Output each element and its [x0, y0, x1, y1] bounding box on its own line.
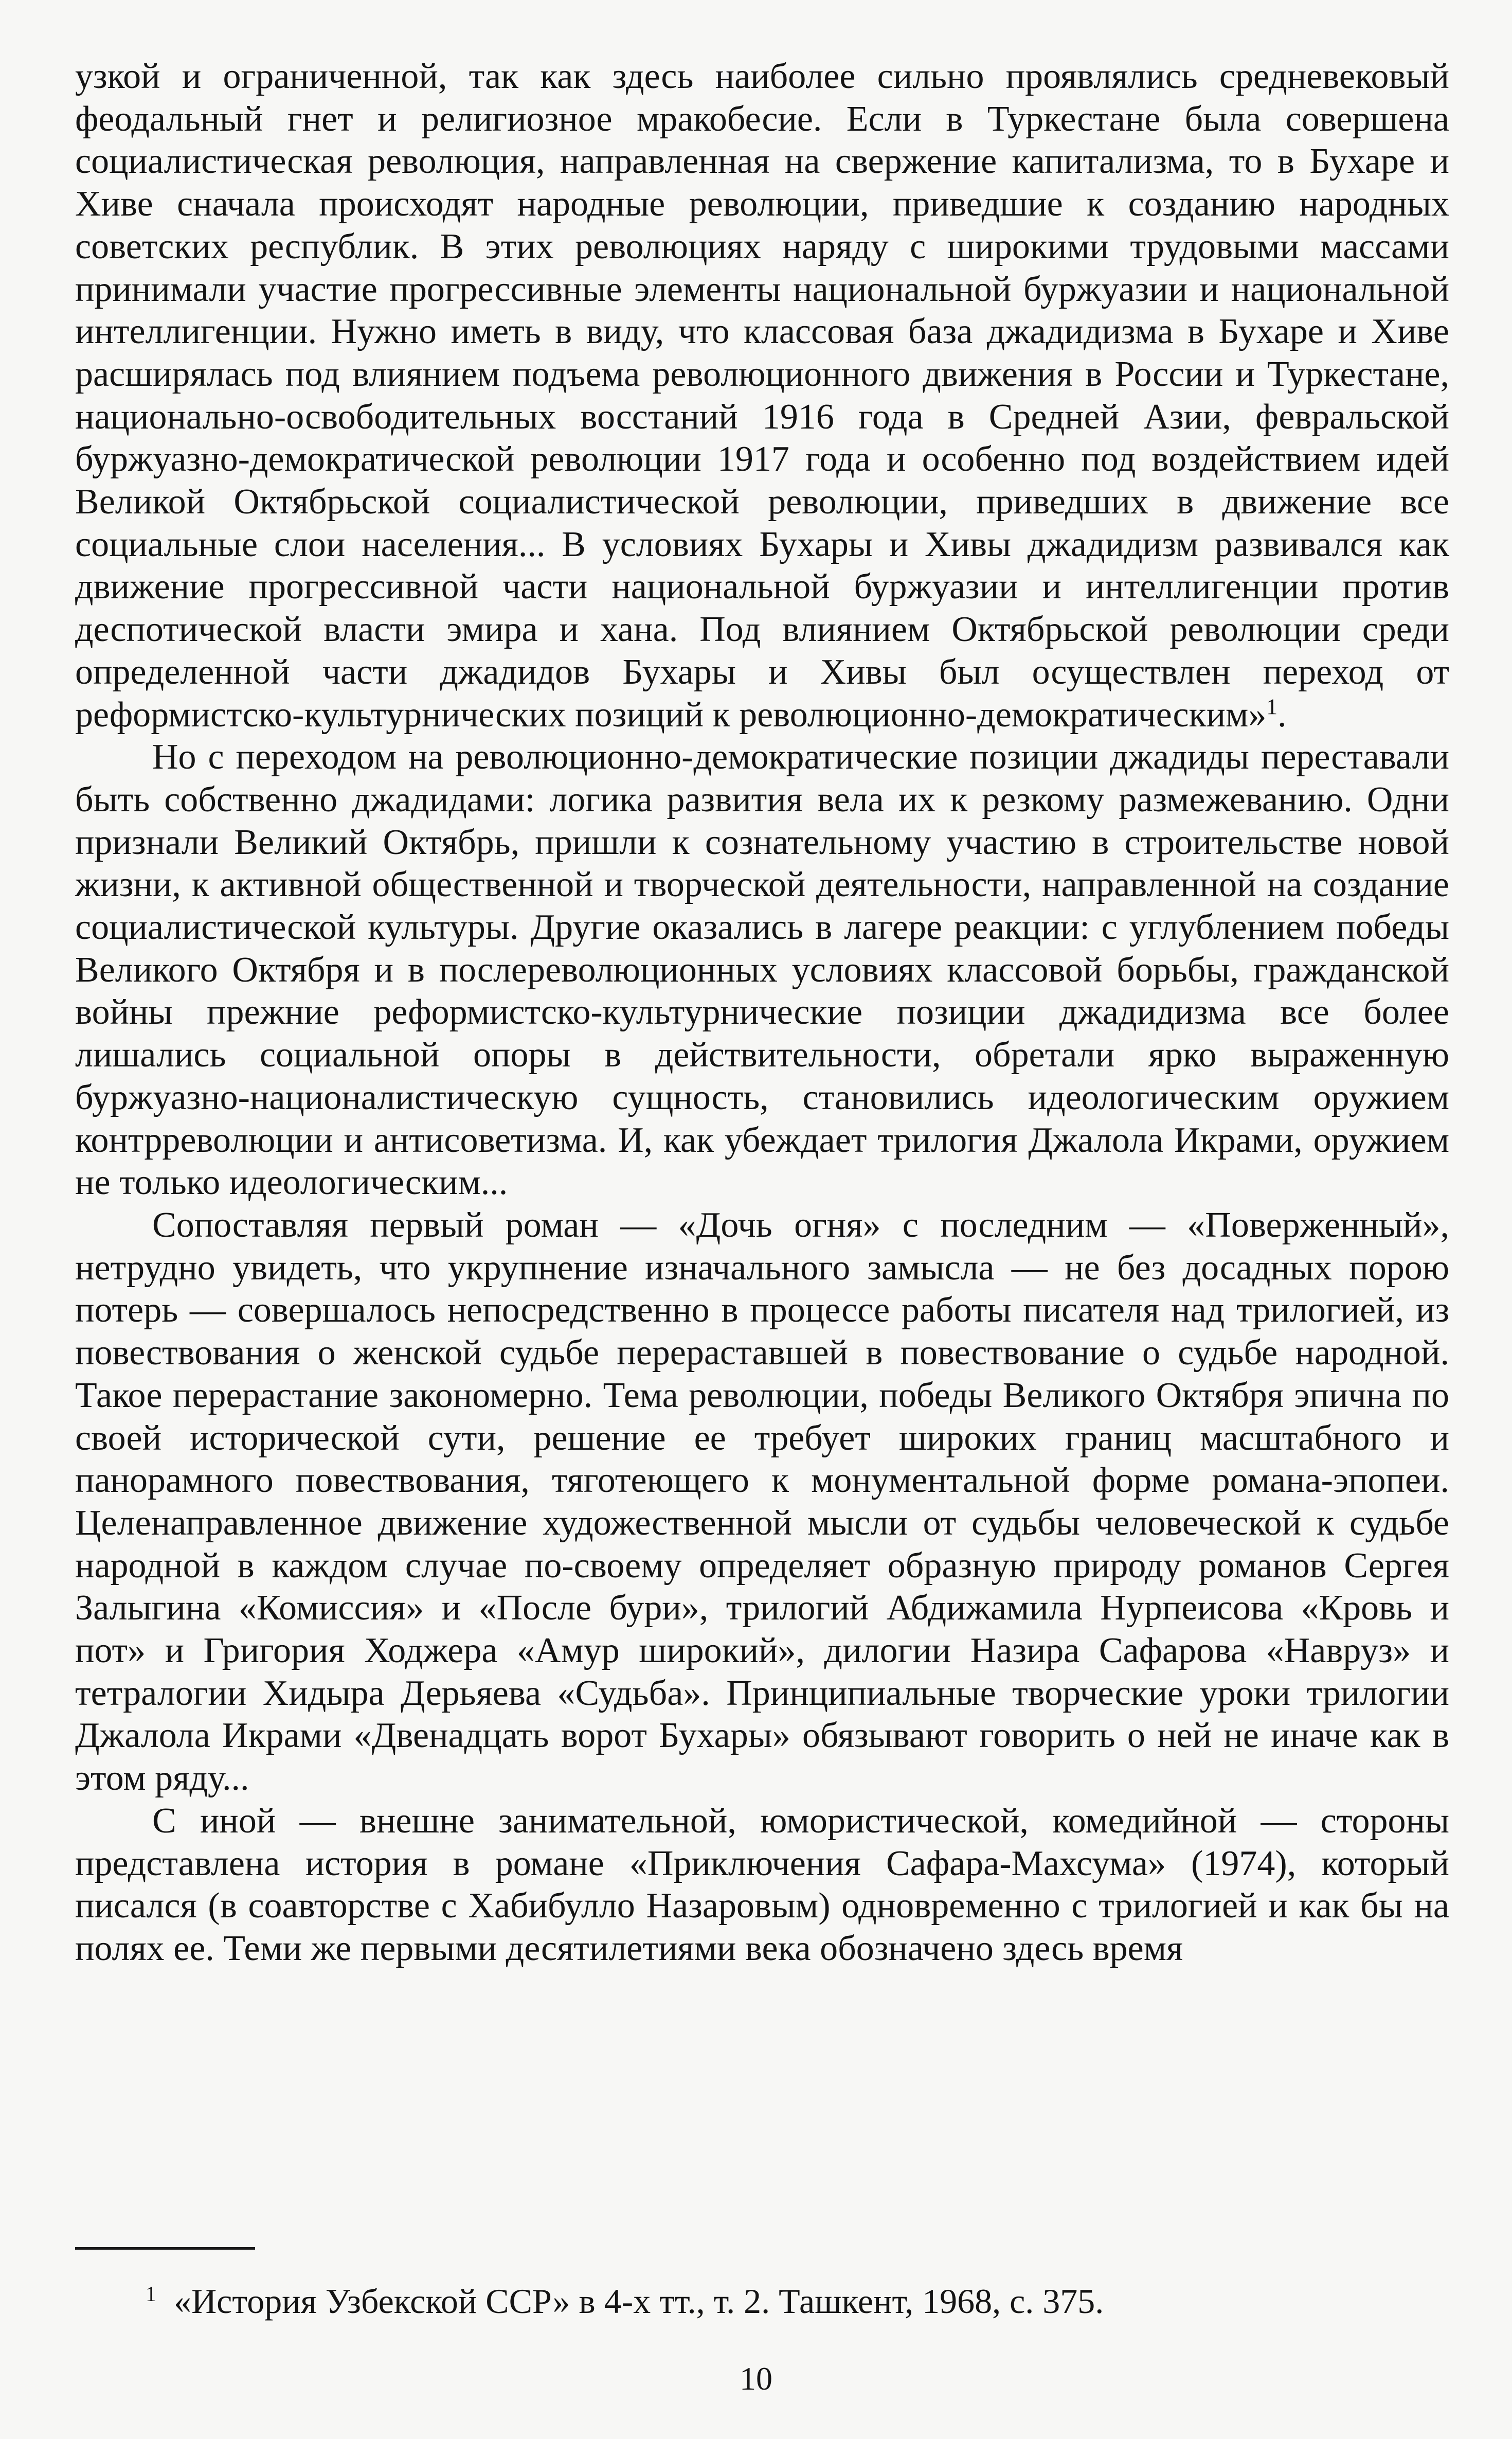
footnote-number: 1 [146, 2282, 157, 2306]
paragraph-1-text: узкой и ограниченной, так как здесь наиболее сильно проявлялись средневековый феодальный гнет и религиозное мракобесие. Если в Туркестане была совершена социалистическая революция, направленная на свержение капитализма, то в Бухаре и Хиве сначала происходят народные революции, приведшие к созданию народных советских республик. В этих революциях наряду с широкими трудовыми массами принимали участие прогрессивные элементы национальной буржуазии и национальной интеллигенции. Нужно иметь в виду, что классовая база джадидизма в Бухаре и Хиве расширялась под влиянием подъема революционного движения в России и Туркестане, национально-освободительных восстаний 1916 года в Средней Азии, февральской буржуазно-демократической революции 1917 года и особенно под воздействием идей Великой Октябрьской социалистической революции, приведших в движение все социальные слои населения... В условиях Бухары и Хивы джадидизм развивался как движение прогрессивной части национальной буржуазии и интеллигенции против деспотической власти эмира и хана. Под влиянием Октябрьской революции среди определенной части джадидов Бухары и Хивы был осуществлен переход от реформистско-культурнических позиций к революционно-демократическим» [75, 57, 1449, 735]
page-number: 10 [740, 2360, 772, 2397]
footnote [146, 2280, 1431, 2322]
footnote-divider [75, 2247, 255, 2250]
paragraph-3: Сопоставляя первый роман — «Дочь огня» с последним — «Поверженный», нетрудно увидеть, что укрупнение изначального замысла — не без досадных порою потерь — совершалось непосредственно в процессе работы писателя над трилогией, из повествования о женской судьбе перераставшей в повествование о судьбе народной. Такое перерастание закономерно. Тема революции, победы Великого Октября эпична по своей исторической сути, решение ее требует широких границ масштабного и панорамного повествования, тяготеющего к монументальной форме романа-эпопеи. Целенаправленное движение художественной мысли от судьбы человеческой к судьбе народной в каждом случае по-своему определяет образную природу романов Сергея Залыгина «Комиссия» и «После бури», трилогий Абдижамила Нурпеисова «Кровь и пот» и Григория Ходжера «Амур широкий», дилогии Назира Сафарова «Навруз» и тетралогии Хидыра Дерьяева «Судьба». Принципиальные творческие уроки трилогии Джалола Икрами «Двенадцать ворот Бухары» обязывают говорить о ней не иначе как в этом ряду... [75, 1205, 1449, 1799]
paragraph-1-tail: . [1277, 695, 1287, 735]
paragraph-2: Но с переходом на революционно-демократические позиции джадиды переставали быть собственно джадидами: логика развития вела их к резкому размежеванию. Одни признали Великий Октябрь, пришли к сознательному участию в строительстве новой жизни, к активной общественной и творческой деятельности, направленной на создание социалистической культуры. Другие оказались в лагере реакции: с углублением победы Великого Октября и в послереволюционных условиях классовой борьбы, гражданской войны прежние реформистско-культурнические позиции джадидизма все более лишались социальной опоры в действительности, обретали ярко выраженную буржуазно-националистическую сущность, становились идеологическим оружием контрреволюции и антисоветизма. И, как убеждает трилогия Джалола Икрами, оружием не только идеологическим... [75, 737, 1449, 1203]
footnote-text: «История Узбекской ССР» в 4-х тт., т. 2. Ташкент, 1968, с. 375. [174, 2282, 1104, 2321]
paragraph-1 [75, 56, 1449, 736]
body-text [75, 56, 1449, 1970]
paragraph-4: С иной — внешне занимательной, юмористической, комедийной — стороны представлена история в романе «Приключения Сафара-Махсума» (1974), который писался (в соавторстве с Хабибулло Назаровым) одновременно с трилогией и как бы на полях ее. Теми же первыми десятилетиями века обозначено здесь время [75, 1801, 1449, 1968]
footnote-marker: 1 [1266, 694, 1278, 719]
